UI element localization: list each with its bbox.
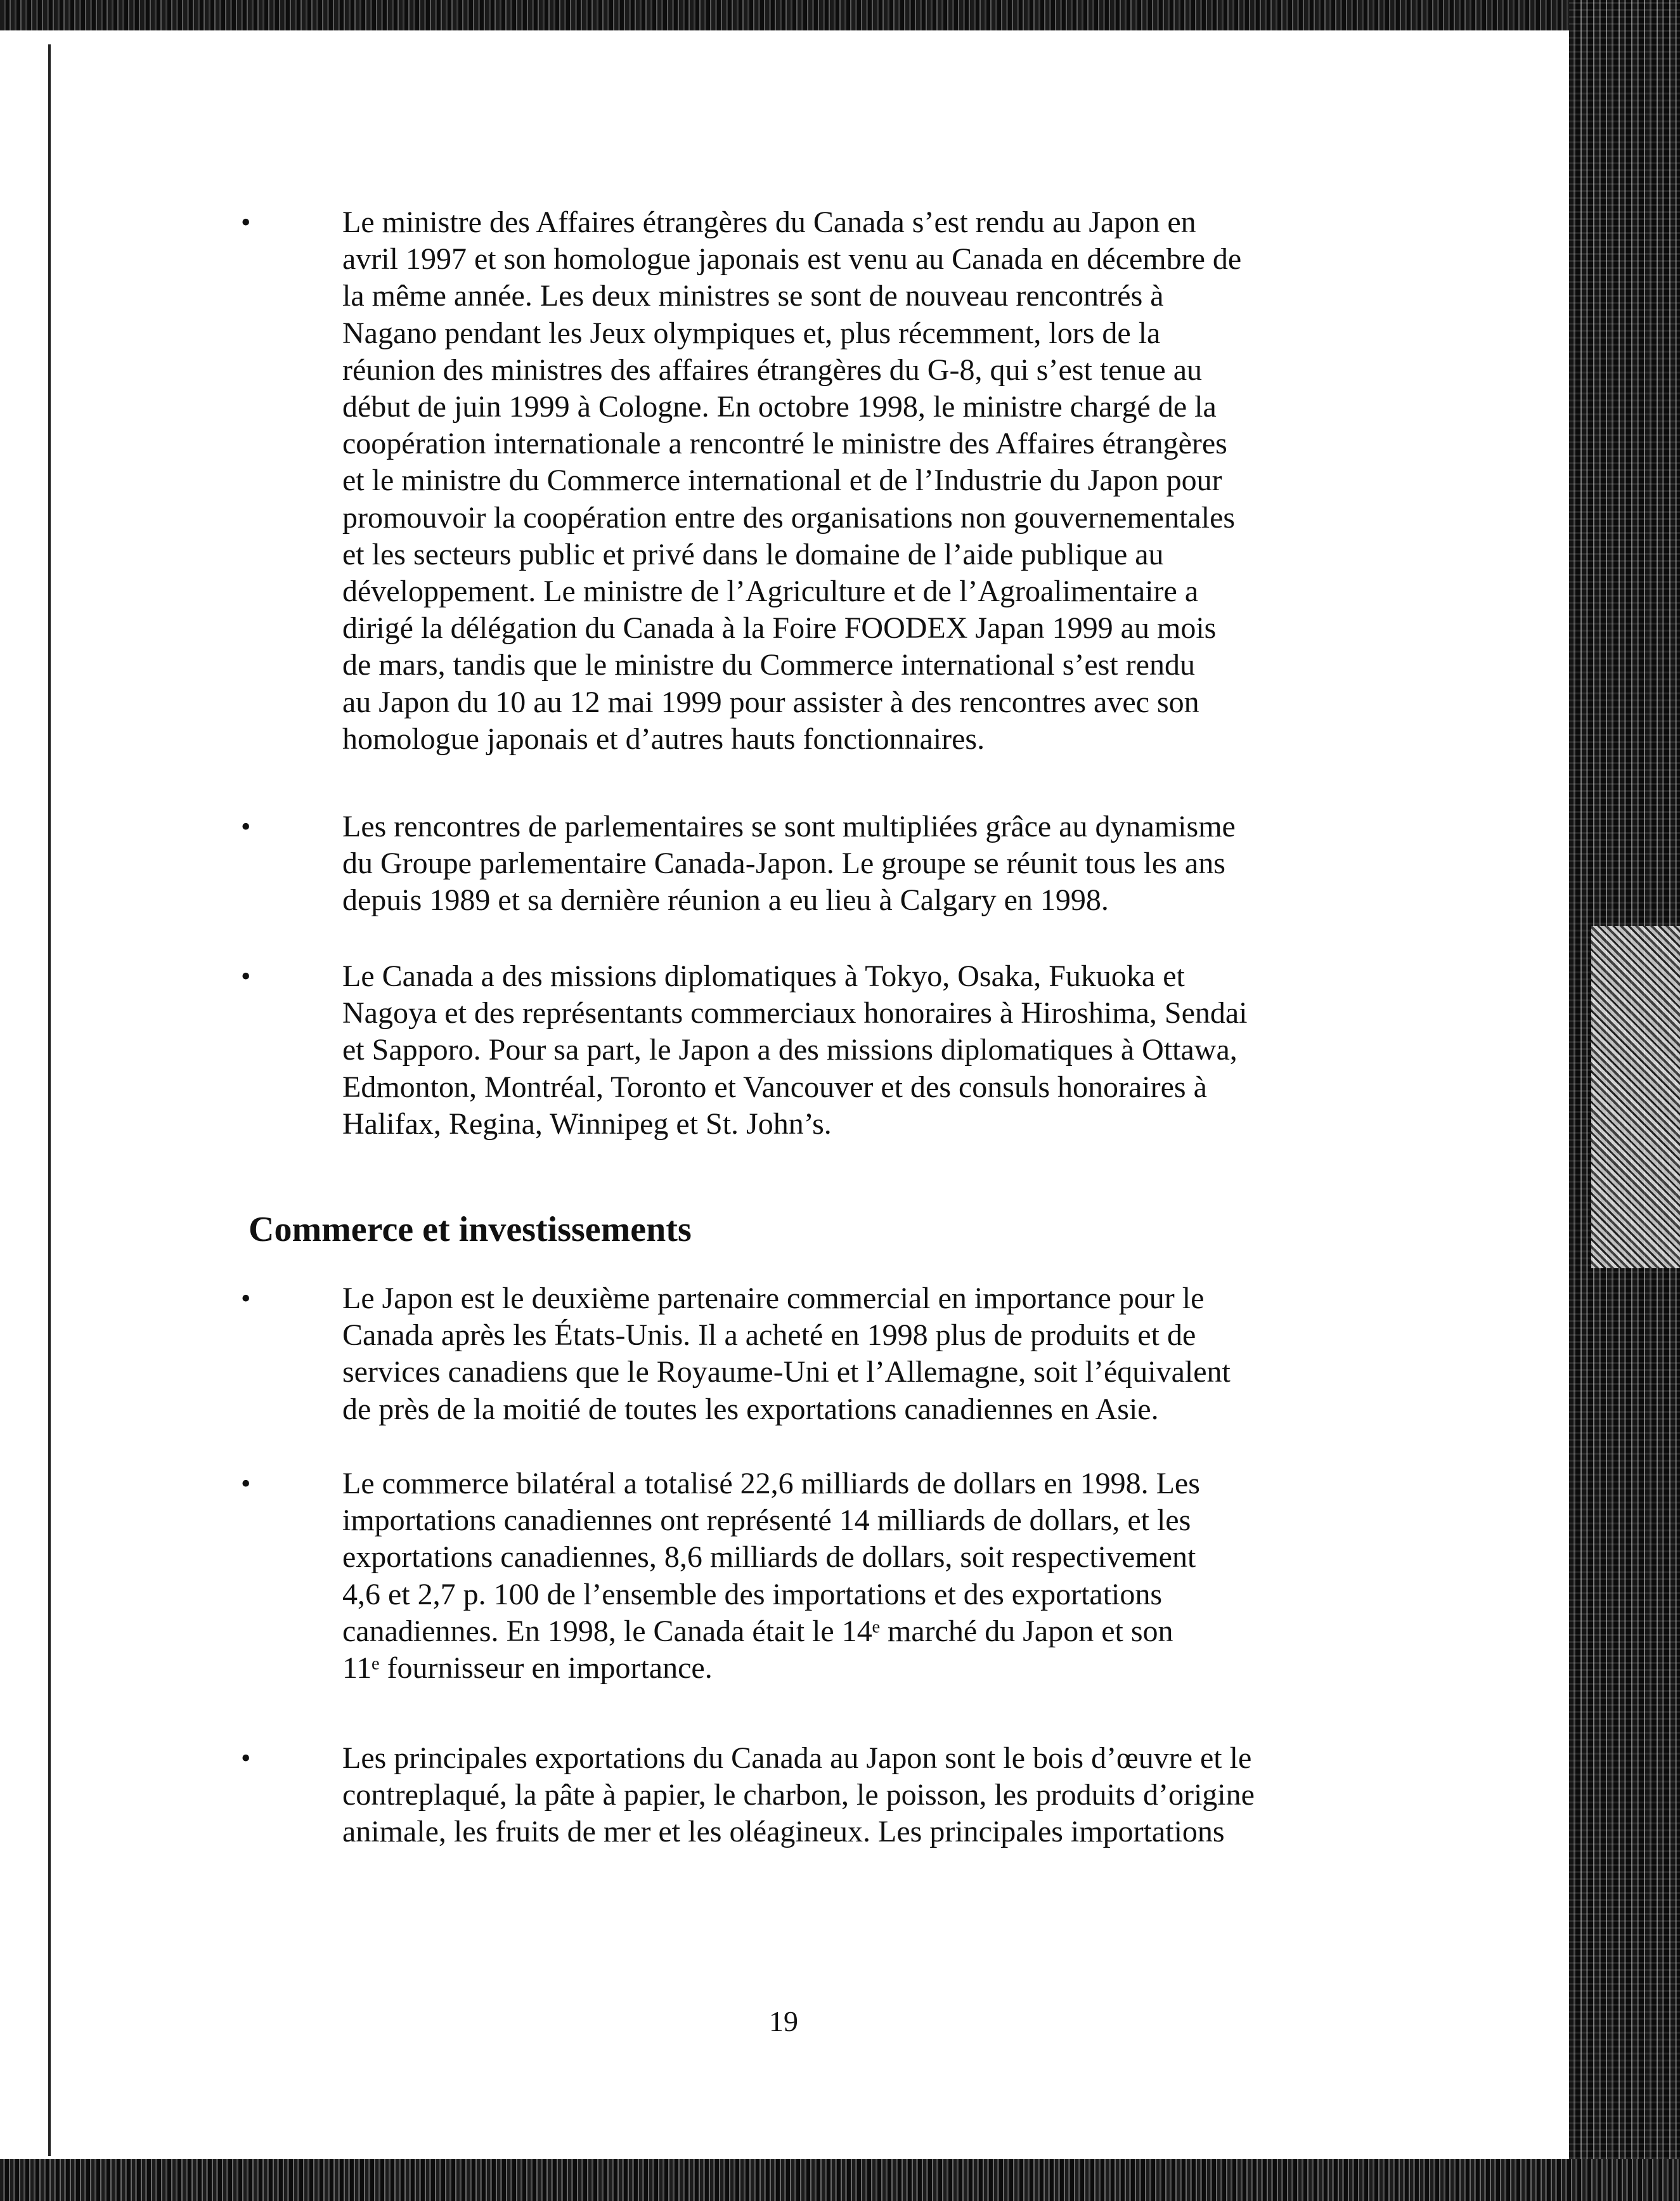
text-line: Les rencontres de parlementaires se sont multipliées grâce au dynamisme	[342, 810, 1236, 843]
text-line: au Japon du 10 au 12 mai 1999 pour assister à des rencontres avec son	[342, 685, 1199, 719]
text-line: et le ministre du Commerce international et de l’Industrie du Japon pour	[342, 464, 1222, 498]
text-line: Nagoya et des représentants commerciaux honoraires à Hiroshima, Sendai	[342, 996, 1248, 1030]
text-line: Canada après les États-Unis. Il a acheté en 1998 plus de produits et de	[342, 1318, 1196, 1353]
bullet-marker: •	[241, 1743, 251, 1774]
text-line: canadiennes. En 1998, le Canada était le 14ᵉ marché du Japon et son	[342, 1614, 1173, 1648]
bullet-marker: •	[241, 1468, 251, 1499]
bullet-marker: •	[241, 207, 251, 238]
binding-rule	[48, 44, 51, 2156]
paragraph	[342, 204, 1572, 758]
text-line: de près de la moitié de toutes les exportations canadiennes en Asie.	[342, 1392, 1159, 1426]
text-line: Le Japon est le deuxième partenaire commercial en importance pour le	[342, 1282, 1205, 1315]
paragraph	[342, 1280, 1572, 1428]
text-line: développement. Le ministre de l’Agriculture et de l’Agroalimentaire a	[342, 575, 1199, 609]
paragraph	[342, 1740, 1572, 1851]
text-line: animale, les fruits de mer et les oléagineux. Les principales importations	[342, 1815, 1225, 1849]
text-line: réunion des ministres des affaires étrangères du G-8, qui s’est tenue au	[342, 353, 1203, 387]
section-heading: Commerce et investissements	[249, 1210, 692, 1249]
text-line: avril 1997 et son homologue japonais est venu au Canada en décembre de	[342, 242, 1242, 276]
text-line: promouvoir la coopération entre des organisations non gouvernementales	[342, 500, 1236, 535]
text-line: Le commerce bilatéral a totalisé 22,6 milliards de dollars en 1998. Les	[342, 1467, 1200, 1500]
scan-border-top	[0, 0, 1680, 30]
text-line: homologue japonais et d’autres hauts fonctionnaires.	[342, 722, 985, 756]
paragraph	[342, 808, 1572, 919]
text-line: Le ministre des Affaires étrangères du Canada s’est rendu au Japon en	[342, 205, 1196, 239]
text-line: et Sapporo. Pour sa part, le Japon a des missions diplomatiques à Ottawa,	[342, 1033, 1237, 1067]
bullet-marker: •	[241, 961, 251, 992]
text-line: importations canadiennes ont représenté 14 milliards de dollars, et les	[342, 1503, 1191, 1538]
text-line: de mars, tandis que le ministre du Commerce international s’est rendu	[342, 648, 1195, 682]
text-line: Le Canada a des missions diplomatiques à Tokyo, Osaka, Fukuoka et	[342, 959, 1185, 993]
text-line: exportations canadiennes, 8,6 milliards de dollars, soit respectivement	[342, 1540, 1196, 1574]
page-number: 19	[769, 2005, 798, 2037]
text-line: dirigé la délégation du Canada à la Foire FOODEX Japan 1999 au mois	[342, 611, 1217, 646]
paragraph	[342, 1465, 1572, 1687]
text-line: Les principales exportations du Canada au Japon sont le bois d’œuvre et le	[342, 1741, 1252, 1775]
text-line: contreplaqué, la pâte à papier, le charbon, le poisson, les produits d’origine	[342, 1778, 1255, 1812]
text-line: coopération internationale a rencontré le ministre des Affaires étrangères	[342, 427, 1227, 461]
text-line: et les secteurs public et privé dans le domaine de l’aide publique au	[342, 537, 1164, 571]
bullet-marker: •	[241, 811, 251, 842]
text-line: 11ᵉ fournisseur en importance.	[342, 1651, 713, 1685]
text-line: 4,6 et 2,7 p. 100 de l’ensemble des importations et des exportations	[342, 1577, 1163, 1611]
text-line: début de juin 1999 à Cologne. En octobre 1998, le ministre chargé de la	[342, 390, 1217, 424]
text-line: du Groupe parlementaire Canada-Japon. Le groupe se réunit tous les ans	[342, 847, 1225, 881]
scan-noise-patch	[1591, 926, 1680, 1268]
text-line: Halifax, Regina, Winnipeg et St. John’s.	[342, 1107, 832, 1141]
text-line: depuis 1989 et sa dernière réunion a eu lieu à Calgary en 1998.	[342, 883, 1109, 918]
text-line: Nagano pendant les Jeux olympiques et, plus récemment, lors de la	[342, 316, 1161, 350]
paragraph	[342, 958, 1572, 1143]
text-line: la même année. Les deux ministres se sont de nouveau rencontrés à	[342, 279, 1164, 313]
bullet-marker: •	[241, 1283, 251, 1314]
text-line: Edmonton, Montréal, Toronto et Vancouver et des consuls honoraires à	[342, 1070, 1207, 1104]
text-line: services canadiens que le Royaume-Uni et l’Allemagne, soit l’équivalent	[342, 1355, 1231, 1389]
scan-border-bottom	[0, 2159, 1680, 2201]
